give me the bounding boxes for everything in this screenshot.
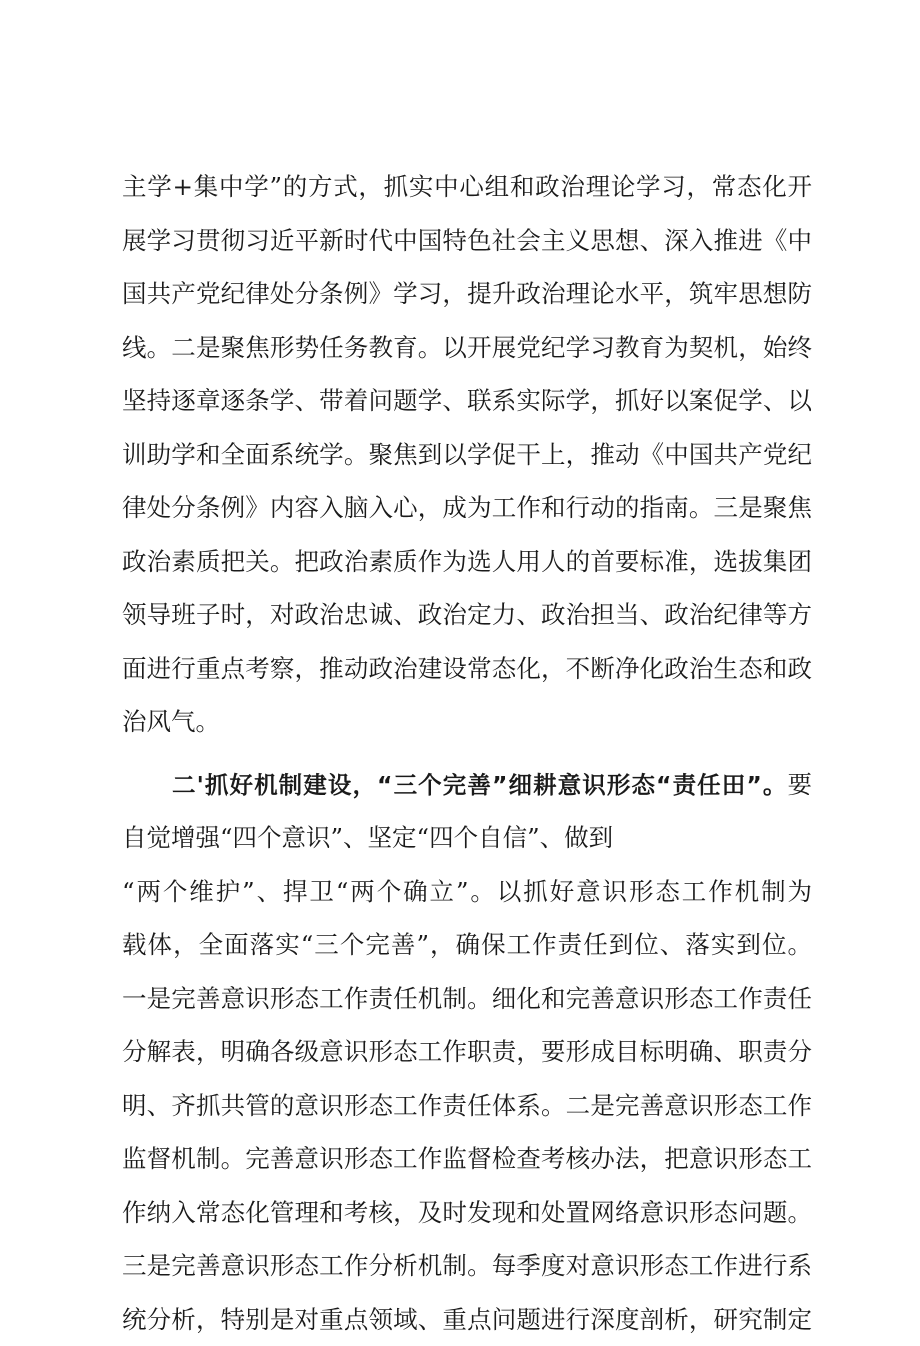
text-line: 治风气。 xyxy=(122,695,812,749)
text-line: 作纳入常态化管理和考核，及时发现和处置网络意识形态问题。 xyxy=(122,1186,812,1240)
text-line: 主学+集中学”的方式，抓实中心组和政治理论学习，常态化开 xyxy=(122,160,812,214)
text-line: 三是完善意识形态工作分析机制。每季度对意识形态工作进行系 xyxy=(122,1239,812,1293)
text-line: 训助学和全面系统学。聚焦到以学促干上，推动《中国共产党纪 xyxy=(122,428,812,482)
text-line: 监督机制。完善意识形态工作监督检查考核办法，把意识形态工 xyxy=(122,1132,812,1186)
paragraph-political-study xyxy=(122,160,812,749)
text-line: 载体，全面落实“三个完善”，确保工作责任到位、落实到位。 xyxy=(122,918,812,972)
text-line: “两个维护”、捍卫“两个确立”。以抓好意识形态工作机制为 xyxy=(122,865,812,919)
text-line: 一是完善意识形态工作责任机制。细化和完善意识形态工作责任 xyxy=(122,972,812,1026)
text-line: 国共产党纪律处分条例》学习，提升政治理论水平，筑牢思想防 xyxy=(122,267,812,321)
paragraph-mechanism-building xyxy=(122,758,812,1346)
text-line: 领导班子时，对政治忠诚、政治定力、政治担当、政治纪律等方 xyxy=(122,588,812,642)
section-heading-line xyxy=(122,758,812,812)
document-body xyxy=(122,160,812,1346)
text-line: 坚持逐章逐条学、带着问题学、联系实际学，抓好以案促学、以 xyxy=(122,374,812,428)
text-line: 线。二是聚焦形势任务教育。以开展党纪学习教育为契机，始终 xyxy=(122,321,812,375)
heading-tail-text: 要 xyxy=(788,770,813,799)
text-line: 面进行重点考察，推动政治建设常态化，不断净化政治生态和政 xyxy=(122,642,812,696)
text-line: 政治素质把关。把政治素质作为选人用人的首要标准，选拔集团 xyxy=(122,535,812,589)
text-line: 统分析，特别是对重点领域、重点问题进行深度剖析，研究制定 xyxy=(122,1293,812,1346)
section-heading: 二'抓好机制建设，“三个完善”细耕意识形态“责任田”。 xyxy=(172,771,788,799)
text-line: 明、齐抓共管的意识形态工作责任体系。二是完善意识形态工作 xyxy=(122,1079,812,1133)
text-line: 分解表，明确各级意识形态工作职责，要形成目标明确、职责分 xyxy=(122,1025,812,1079)
text-line: 展学习贯彻习近平新时代中国特色社会主义思想、深入推进《中 xyxy=(122,214,812,268)
text-line: 自觉增强“四个意识”、坚定“四个自信”、做到 xyxy=(122,811,812,865)
text-line: 律处分条例》内容入脑入心，成为工作和行动的指南。三是聚焦 xyxy=(122,481,812,535)
